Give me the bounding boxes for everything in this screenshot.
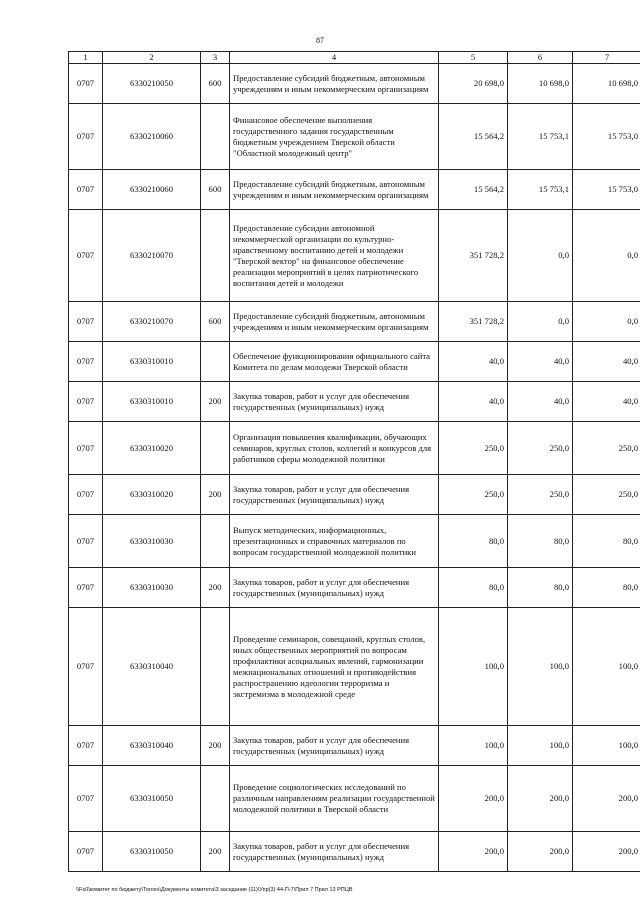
expense-type-cell xyxy=(201,608,230,726)
section-cell: 0707 xyxy=(69,568,103,608)
header-col-3: 3 xyxy=(201,52,230,64)
expense-type-cell xyxy=(201,515,230,568)
value-col-5-cell: 40,0 xyxy=(439,382,508,422)
description-cell: Предоставление субсидий бюджетным, автономным учреждениям и иным некоммерческим организациям xyxy=(230,170,439,210)
section-cell: 0707 xyxy=(69,832,103,872)
section-cell: 0707 xyxy=(69,608,103,726)
target-code-cell: 6330310020 xyxy=(103,422,201,475)
expense-type-cell: 200 xyxy=(201,832,230,872)
section-cell: 0707 xyxy=(69,766,103,832)
value-col-7-cell: 80,0 xyxy=(573,568,640,608)
budget-table xyxy=(68,51,640,872)
value-col-5-cell: 80,0 xyxy=(439,515,508,568)
target-code-cell: 6330210050 xyxy=(103,64,201,104)
value-col-5-cell: 20 698,0 xyxy=(439,64,508,104)
value-col-7-cell: 15 753,0 xyxy=(573,170,640,210)
expense-type-cell: 200 xyxy=(201,568,230,608)
value-col-5-cell: 351 728,2 xyxy=(439,210,508,302)
table-row xyxy=(69,726,640,766)
description-cell: Закупка товаров, работ и услуг для обеспечения государственных (муниципальных) нужд xyxy=(230,382,439,422)
description-cell: Обеспечение функционирования официального сайта Комитета по делам молодежи Тверской области xyxy=(230,342,439,382)
expense-type-cell: 600 xyxy=(201,302,230,342)
header-col-7: 7 xyxy=(573,52,640,64)
value-col-5-cell: 40,0 xyxy=(439,342,508,382)
header-row xyxy=(69,52,640,64)
table-row xyxy=(69,382,640,422)
value-col-7-cell: 100,0 xyxy=(573,608,640,726)
value-col-6-cell: 10 698,0 xyxy=(508,64,573,104)
value-col-7-cell: 10 698,0 xyxy=(573,64,640,104)
table-row xyxy=(69,302,640,342)
section-cell: 0707 xyxy=(69,382,103,422)
value-col-7-cell: 200,0 xyxy=(573,766,640,832)
target-code-cell: 6330310010 xyxy=(103,382,201,422)
value-col-7-cell: 0,0 xyxy=(573,210,640,302)
value-col-7-cell: 250,0 xyxy=(573,422,640,475)
description-cell: Финансовое обеспечение выполнения государственного задания государственным бюджетным учреждением Тверской области "Областной молодежный центр" xyxy=(230,104,439,170)
value-col-5-cell: 351 728,2 xyxy=(439,302,508,342)
table-row xyxy=(69,475,640,515)
header-col-6: 6 xyxy=(508,52,573,64)
target-code-cell: 6330310050 xyxy=(103,832,201,872)
target-code-cell: 6330310040 xyxy=(103,608,201,726)
value-col-6-cell: 40,0 xyxy=(508,342,573,382)
description-cell: Закупка товаров, работ и услуг для обеспечения государственных (муниципальных) нужд xyxy=(230,726,439,766)
value-col-7-cell: 40,0 xyxy=(573,342,640,382)
value-col-6-cell: 200,0 xyxy=(508,832,573,872)
expense-type-cell xyxy=(201,210,230,302)
value-col-6-cell: 100,0 xyxy=(508,726,573,766)
value-col-5-cell: 80,0 xyxy=(439,568,508,608)
section-cell: 0707 xyxy=(69,475,103,515)
expense-type-cell: 200 xyxy=(201,726,230,766)
footer-file-path: \\Fs0\комитет по бюджету\Тогохн\Документы комитета\3 заседание (11)\Упр(3) 44-П-7\Прил 7 Прил 13 РПЦВ xyxy=(76,887,353,893)
table-row xyxy=(69,422,640,475)
expense-type-cell xyxy=(201,422,230,475)
target-code-cell: 6330310040 xyxy=(103,726,201,766)
value-col-6-cell: 100,0 xyxy=(508,608,573,726)
section-cell: 0707 xyxy=(69,422,103,475)
description-cell: Закупка товаров, работ и услуг для обеспечения государственных (муниципальных) нужд xyxy=(230,568,439,608)
value-col-6-cell: 250,0 xyxy=(508,475,573,515)
section-cell: 0707 xyxy=(69,170,103,210)
description-cell: Предоставление субсидий бюджетным, автономным учреждениям и иным некоммерческим организациям xyxy=(230,64,439,104)
value-col-6-cell: 40,0 xyxy=(508,382,573,422)
target-code-cell: 6330210060 xyxy=(103,170,201,210)
description-cell: Проведение семинаров, совещаний, круглых столов, иных общественных мероприятий по вопросам профилактики асоциальных явлений, гармонизации межнациональных отношений и противодействия распространению идеологии терроризма и экстремизма в молодежной среде xyxy=(230,608,439,726)
value-col-7-cell: 15 753,0 xyxy=(573,104,640,170)
table-row xyxy=(69,832,640,872)
header-col-5: 5 xyxy=(439,52,508,64)
target-code-cell: 6330210070 xyxy=(103,210,201,302)
header-col-4: 4 xyxy=(230,52,439,64)
page-number: 87 xyxy=(316,36,324,45)
value-col-6-cell: 15 753,1 xyxy=(508,170,573,210)
section-cell: 0707 xyxy=(69,104,103,170)
value-col-5-cell: 250,0 xyxy=(439,422,508,475)
value-col-6-cell: 15 753,1 xyxy=(508,104,573,170)
table-row xyxy=(69,64,640,104)
value-col-5-cell: 15 564,2 xyxy=(439,104,508,170)
value-col-5-cell: 200,0 xyxy=(439,832,508,872)
value-col-6-cell: 0,0 xyxy=(508,210,573,302)
section-cell: 0707 xyxy=(69,726,103,766)
expense-type-cell xyxy=(201,766,230,832)
value-col-6-cell: 250,0 xyxy=(508,422,573,475)
expense-type-cell: 200 xyxy=(201,475,230,515)
value-col-6-cell: 80,0 xyxy=(508,568,573,608)
description-cell: Закупка товаров, работ и услуг для обеспечения государственных (муниципальных) нужд xyxy=(230,832,439,872)
value-col-5-cell: 100,0 xyxy=(439,726,508,766)
value-col-7-cell: 40,0 xyxy=(573,382,640,422)
description-cell: Закупка товаров, работ и услуг для обеспечения государственных (муниципальных) нужд xyxy=(230,475,439,515)
expense-type-cell: 200 xyxy=(201,382,230,422)
header-col-2: 2 xyxy=(103,52,201,64)
expense-type-cell xyxy=(201,342,230,382)
expense-type-cell: 600 xyxy=(201,64,230,104)
table-row xyxy=(69,568,640,608)
target-code-cell: 6330310020 xyxy=(103,475,201,515)
table-row xyxy=(69,342,640,382)
value-col-5-cell: 100,0 xyxy=(439,608,508,726)
target-code-cell: 6330310050 xyxy=(103,766,201,832)
description-cell: Выпуск методических, информационных, презентационных и справочных материалов по вопросам государственной молодежной политики xyxy=(230,515,439,568)
table-row xyxy=(69,515,640,568)
value-col-6-cell: 0,0 xyxy=(508,302,573,342)
section-cell: 0707 xyxy=(69,64,103,104)
value-col-7-cell: 200,0 xyxy=(573,832,640,872)
section-cell: 0707 xyxy=(69,515,103,568)
table-row xyxy=(69,608,640,726)
value-col-5-cell: 15 564,2 xyxy=(439,170,508,210)
description-cell: Предоставление субсидии автономной некоммерческой организации по культурно-нравственному воспитанию детей и молодежи "Тверской вектор" на финансовое обеспечение реализации мероприятий в целях патриотического воспитания детей и молодежи xyxy=(230,210,439,302)
value-col-5-cell: 250,0 xyxy=(439,475,508,515)
section-cell: 0707 xyxy=(69,302,103,342)
target-code-cell: 6330210060 xyxy=(103,104,201,170)
section-cell: 0707 xyxy=(69,342,103,382)
target-code-cell: 6330210070 xyxy=(103,302,201,342)
value-col-7-cell: 80,0 xyxy=(573,515,640,568)
description-cell: Организация повышения квалификации, обучающих семинаров, круглых столов, коллегий и конкурсов для работников сферы молодежной политики xyxy=(230,422,439,475)
value-col-6-cell: 200,0 xyxy=(508,766,573,832)
value-col-7-cell: 0,0 xyxy=(573,302,640,342)
value-col-7-cell: 100,0 xyxy=(573,726,640,766)
target-code-cell: 6330310030 xyxy=(103,568,201,608)
value-col-5-cell: 200,0 xyxy=(439,766,508,832)
table-row xyxy=(69,104,640,170)
section-cell: 0707 xyxy=(69,210,103,302)
description-cell: Предоставление субсидий бюджетным, автономным учреждениям и иным некоммерческим организациям xyxy=(230,302,439,342)
target-code-cell: 6330310010 xyxy=(103,342,201,382)
description-cell: Проведение социологических исследований по различным направлениям реализации государственной молодежной политики в Тверской области xyxy=(230,766,439,832)
target-code-cell: 6330310030 xyxy=(103,515,201,568)
value-col-6-cell: 80,0 xyxy=(508,515,573,568)
value-col-7-cell: 250,0 xyxy=(573,475,640,515)
header-col-1: 1 xyxy=(69,52,103,64)
table-row xyxy=(69,210,640,302)
table-row xyxy=(69,170,640,210)
table-row xyxy=(69,766,640,832)
expense-type-cell xyxy=(201,104,230,170)
expense-type-cell: 600 xyxy=(201,170,230,210)
